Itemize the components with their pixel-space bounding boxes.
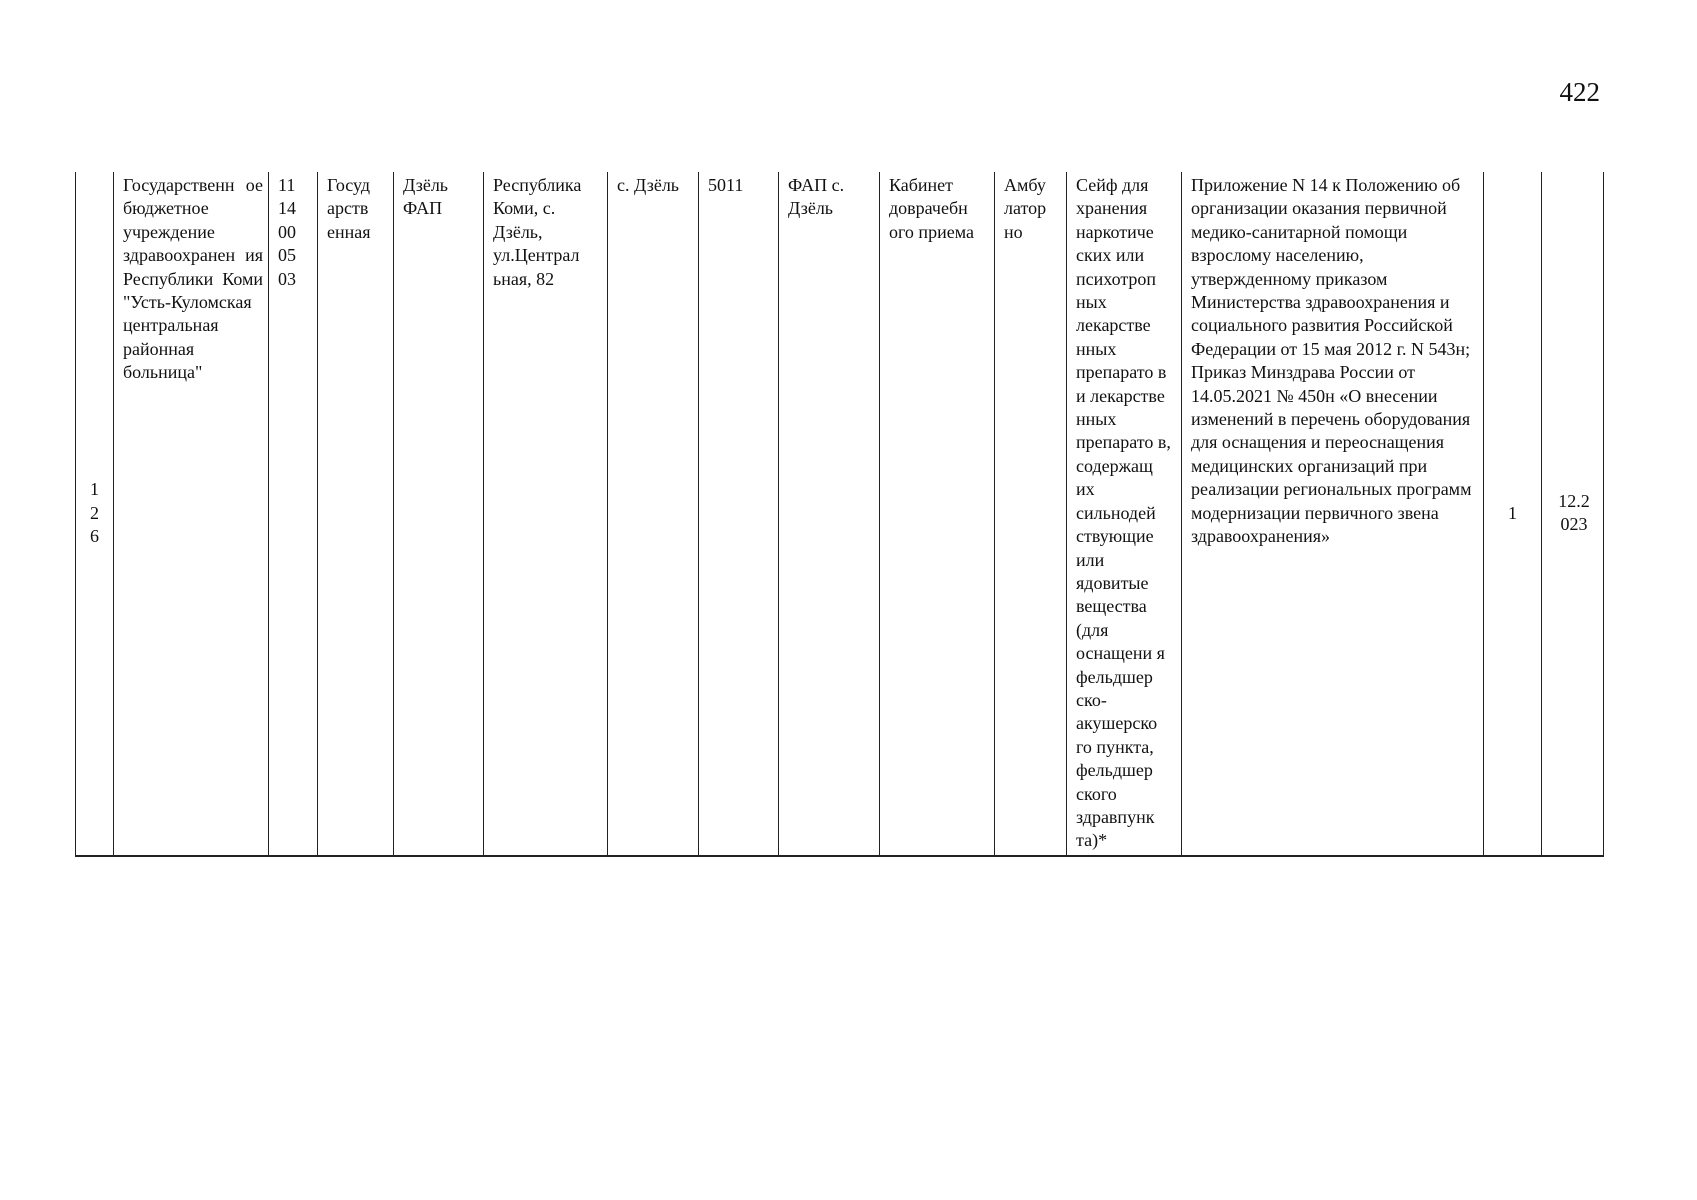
unit-name: Дзёль ФАП <box>403 175 449 219</box>
institution-name: Государственн ое бюджетное учреждение здравоохранен ия Республики Коми "Усть-Куломская центральная районная больница" <box>123 175 263 383</box>
code-cell <box>269 172 318 856</box>
facility: ФАП с. Дзёль <box>788 175 845 219</box>
room: Кабинет доврачебн ого приема <box>889 175 974 242</box>
unit-code: 5011 <box>708 175 744 195</box>
quantity-cell <box>1484 172 1542 856</box>
facility-cell <box>779 172 880 856</box>
care-type: Амбу латор но <box>1004 175 1047 242</box>
unit-code-cell <box>699 172 779 856</box>
table-row <box>76 172 1604 856</box>
institution-cell <box>114 172 269 856</box>
equipment-table <box>75 172 1604 857</box>
settlement-cell <box>608 172 699 856</box>
equipment-description: Сейф для хранения наркотиче ских или психотроп ных лекарстве нных препарато в и лекарстве нных препарато в, содержащ их сильнодей ствующие или ядовитые вещества (для оснащени я фельдшер ско-акушерско го пункта, фельдшер ского здравпунк та)* <box>1076 175 1171 851</box>
equipment-cell <box>1067 172 1182 856</box>
date-cell <box>1542 172 1604 856</box>
ownership-type: Госуд арств енная <box>327 175 371 242</box>
room-cell <box>880 172 995 856</box>
institution-code: 11 14 00 05 03 <box>278 175 296 289</box>
address: Республика Коми, с. Дзёль, ул.Централ ьная, 82 <box>493 175 582 289</box>
care-type-cell <box>995 172 1067 856</box>
row-index-cell <box>76 172 114 856</box>
legal-basis: Приложение N 14 к Положению об организации оказания первичной медико-санитарной помощи взрослому населению, утвержденному приказом Министерства здравоохранения и социального развития Российской Федерации от 15 мая 2012 г. N 543н; Приказ Минздрава России от 14.05.2021 № 450н «О внесении изменений в перечень оборудования для оснащения и переоснащения медицинских организаций при реализации региональных программ модернизации первичного звена здравоохранения» <box>1191 175 1472 547</box>
unit-name-cell <box>394 172 484 856</box>
legal-basis-cell <box>1182 172 1484 856</box>
address-cell <box>484 172 608 856</box>
date: 12.2 023 <box>1558 490 1590 535</box>
page-number: 422 <box>1559 77 1600 107</box>
ownership-cell <box>318 172 394 856</box>
settlement: с. Дзёль <box>617 175 680 195</box>
quantity: 1 <box>1508 502 1517 523</box>
row-index: 1 2 6 <box>90 479 99 547</box>
